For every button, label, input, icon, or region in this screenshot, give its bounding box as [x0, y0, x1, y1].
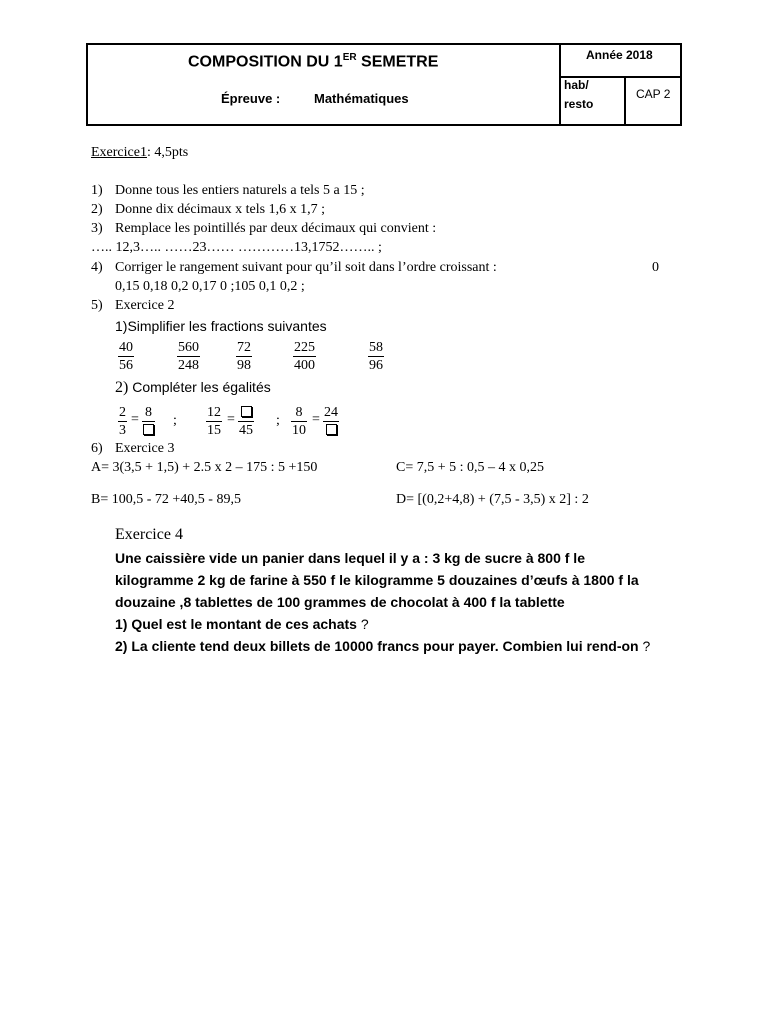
header-table: [86, 43, 682, 126]
ex1-item-4-list: 0,15 0,18 0,2 0,17 0 ;105 0,1 0,2 ;: [115, 279, 305, 294]
fraction-3: $\frac{72}{98}$: [237, 340, 251, 373]
eq3-right-fraction: 24: [323, 404, 339, 439]
ex1-item-5: Exercice 2: [115, 298, 175, 313]
ex1-item-3-blanks: ….. 12,3….. ……23…… …………13,1752…….. ;: [91, 240, 382, 255]
ex1-item-3-num: 3): [91, 221, 103, 236]
eq2-equals: =: [227, 412, 235, 427]
ex1-zero: 0: [652, 260, 659, 275]
ex1-points: : 4,5pts: [146, 145, 189, 160]
ex4-line-2: kilogramme 2 kg de farine à 550 f le kilogramme 5 douzaines d’œufs à 1800 f la: [115, 572, 639, 588]
eq2-right-fraction: 45: [238, 404, 254, 439]
header-divider-v2: [624, 76, 626, 124]
ex4-question-2: 2) La cliente tend deux billets de 10000 francs pour payer. Combien lui rend-on ?: [115, 638, 651, 654]
hab-cell-line1: hab/: [564, 78, 589, 92]
eq3-blank-box[interactable]: [326, 424, 337, 435]
hab-cell-line2: resto: [564, 97, 594, 111]
ex1-heading: [91, 145, 188, 161]
page-title: COMPOSITION DU 1ER SEMETRE: [188, 52, 439, 71]
ex1-item-4-num: 4): [91, 260, 103, 275]
ex1-item-1-num: 1): [91, 183, 103, 198]
ex3-expr-C: C= 7,5 + 5 : 0,5 – 4 x 0,25: [396, 460, 545, 475]
ex3-expr-B: B= 100,5 - 72 +40,5 - 89,5: [91, 492, 241, 507]
eq1-equals: =: [131, 412, 139, 427]
class-cell: CAP 2: [636, 87, 671, 101]
year-cell: Année 2018: [586, 48, 653, 62]
ex2-q1: 1)Simplifier les fractions suivantes: [115, 318, 327, 334]
eq1-left-fraction: $\frac{2}{3}$: [119, 405, 126, 438]
ex4-title: Exercice 4: [115, 526, 183, 543]
ex4-question-1: 1) Quel est le montant de ces achats ?: [115, 616, 369, 632]
ex4-line-3: douzaine ,8 tablettes de 100 grammes de chocolat à 400 f la tablette: [115, 594, 565, 610]
ex3-title: Exercice 3: [115, 441, 175, 456]
ex2-q2: 2) Compléter les égalités: [115, 379, 271, 396]
eq2-separator: ;: [276, 413, 280, 428]
header-divider-v1: [559, 45, 561, 124]
eq3-equals: =: [312, 412, 320, 427]
eq1-right-fraction: 8: [142, 404, 155, 439]
ex1-item-3: Remplace les pointillés par deux décimaux qui convient :: [115, 221, 437, 236]
ex1-title: Exercice1: [91, 145, 147, 160]
eq2-left-fraction: $\frac{12}{15}$: [207, 405, 221, 438]
eq1-blank-box[interactable]: [143, 424, 154, 435]
fraction-2: $\frac{560}{248}$: [178, 340, 199, 373]
ex3-num: 6): [91, 441, 103, 456]
fraction-1: $\frac{40}{56}$: [119, 340, 133, 373]
eq2-blank-box[interactable]: [241, 406, 252, 417]
eq3-left-fraction: $\frac{8}{10}$: [292, 405, 306, 438]
fraction-5: $\frac{58}{96}$: [369, 340, 383, 373]
ex3-expr-D: D= [(0,2+4,8) + (7,5 - 3,5) x 2] : 2: [396, 492, 589, 507]
ex1-item-5-num: 5): [91, 298, 103, 313]
ex1-item-2: Donne dix décimaux x tels 1,6 x 1,7 ;: [115, 202, 325, 217]
fraction-4: $\frac{225}{400}$: [294, 340, 315, 373]
ex3-expr-A: A= 3(3,5 + 1,5) + 2.5 x 2 – 175 : 5 +150: [91, 460, 318, 475]
epreuve-label: Épreuve :: [221, 91, 281, 106]
subject: Mathématiques: [314, 91, 409, 106]
ex4-line-1: Une caissière vide un panier dans lequel il y a : 3 kg de sucre à 800 f le: [115, 550, 585, 566]
eq1-separator: ;: [173, 413, 177, 428]
ex1-item-1: Donne tous les entiers naturels a tels 5 a 15 ;: [115, 183, 365, 198]
ex1-item-2-num: 2): [91, 202, 103, 217]
ex1-item-4: Corriger le rangement suivant pour qu’il soit dans l’ordre croissant :: [115, 260, 497, 275]
